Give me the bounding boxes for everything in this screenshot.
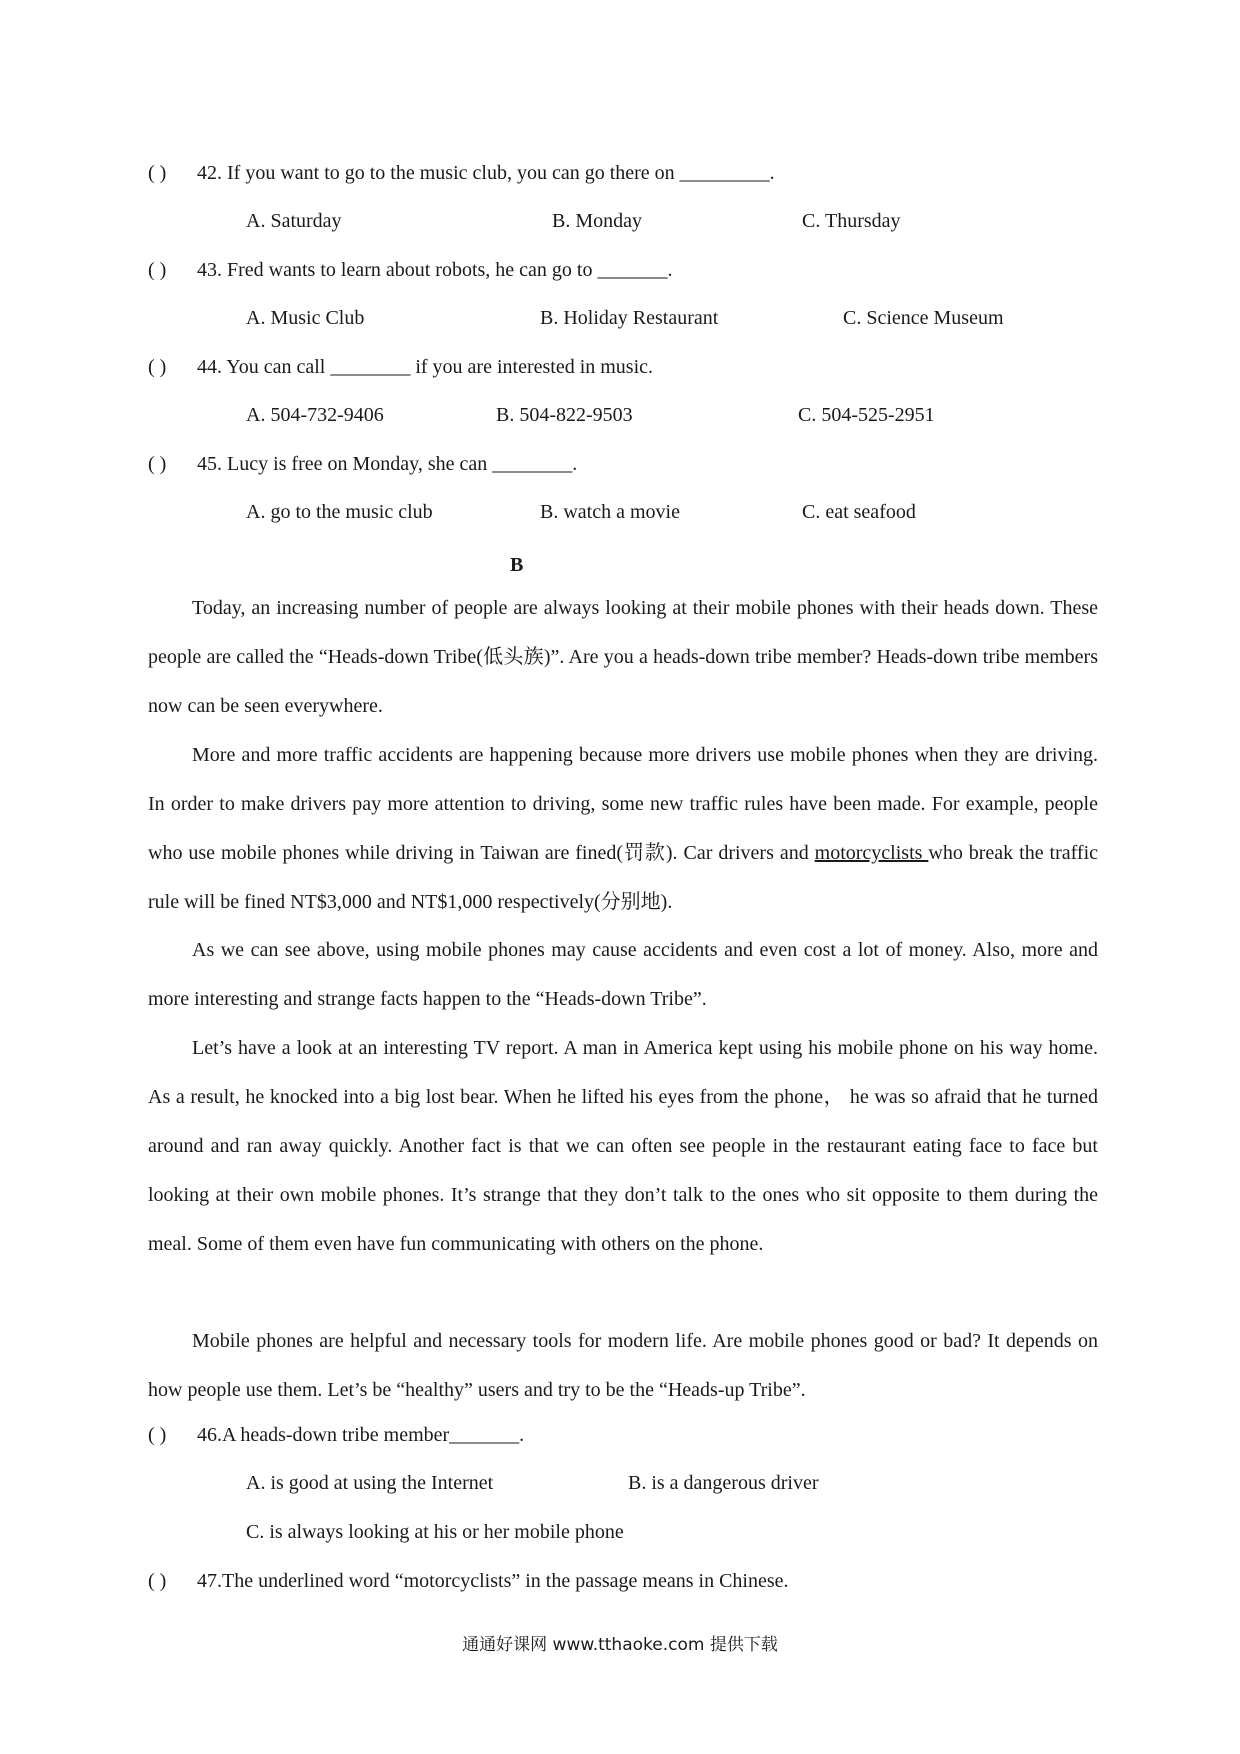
passage-paragraph-5: Mobile phones are helpful and necessary tools for modern life. Are mobile phones good or bad? It depends on how people use them. Let’s be “healthy” users and try to be the “Heads-up Tribe”. [148,1330,1098,1401]
question-text: 42. If you want to go to the music club, you can go there on _________. [197,162,775,184]
option-a[interactable]: A. go to the music club [246,501,433,523]
answer-blank[interactable]: ( ) [148,356,167,378]
paragraph-text: who break the traffic rule will be fined NT$3,000 and NT$1,000 respectively(分别地). [148,842,1099,913]
option-a[interactable]: A. Music Club [246,307,365,329]
section-title: B [510,554,524,576]
passage-paragraph-3: As we can see above, using mobile phones may cause accidents and even cost a lot of money. Also, more and more interesting and strange facts happen to the “Heads-down Tribe”. [148,939,1098,1010]
question-text: 43. Fred wants to learn about robots, he can go to _______. [197,259,673,281]
option-a[interactable]: A. 504-732-9406 [246,404,384,426]
passage-paragraph-2 [148,731,1098,927]
question-text: 45. Lucy is free on Monday, she can ________. [197,453,578,475]
answer-blank[interactable]: ( ) [148,162,167,184]
option-b[interactable]: B. 504-822-9503 [496,404,633,426]
passage-paragraph-1: Today, an increasing number of people are always looking at their mobile phones with their heads down. These people are called the “Heads-down Tribe(低头族)”. Are you a heads-down tribe member? Heads-down tribe members now can be seen everywhere. [148,597,1098,717]
option-c[interactable]: C. Thursday [802,210,901,232]
underlined-word: motorcyclists [814,842,929,864]
option-b[interactable]: B. watch a movie [540,501,680,523]
passage-paragraph-4: Let’s have a look at an interesting TV report. A man in America kept using his mobile phone on his way home. As a result, he knocked into a big lost bear. When he lifted his eyes from the phone， he was so afraid that he turned around and ran away quickly. Another fact is that we can often see people in the restaurant eating face to face but looking at their own mobile phones. It’s strange that they don’t talk to the ones who sit opposite to them during the meal. Some of them even have fun communicating with others on the phone. [148,1037,1098,1255]
option-b[interactable]: B. Holiday Restaurant [540,307,719,329]
option-a[interactable]: A. is good at using the Internet [246,1472,494,1494]
option-b[interactable]: B. Monday [552,210,642,232]
option-c[interactable]: C. Science Museum [843,307,1004,329]
option-b[interactable]: B. is a dangerous driver [628,1472,819,1494]
answer-blank[interactable]: ( ) [148,453,167,475]
footer-source: 通通好课网 www.tthaoke.com 提供下载 [462,1635,778,1655]
answer-blank[interactable]: ( ) [148,259,167,281]
paragraph-text: More and more traffic accidents are happening because more drivers use mobile phones when they are driving. In order to make drivers pay more attention to driving, some new traffic rules have been made. For example, people who use mobile phones while driving in Taiwan are fined(罚款). Car drivers and [148,744,1098,864]
answer-blank[interactable]: ( ) [148,1570,167,1592]
question-text: 46.A heads-down tribe member_______. [197,1424,525,1446]
option-a[interactable]: A. Saturday [246,210,342,232]
option-c[interactable]: C. 504-525-2951 [798,404,935,426]
answer-blank[interactable]: ( ) [148,1424,167,1446]
option-c[interactable]: C. is always looking at his or her mobile phone [246,1521,624,1543]
question-text: 47.The underlined word “motorcyclists” in the passage means in Chinese. [197,1570,789,1592]
option-c[interactable]: C. eat seafood [802,501,916,523]
question-text: 44. You can call ________ if you are interested in music. [197,356,654,378]
